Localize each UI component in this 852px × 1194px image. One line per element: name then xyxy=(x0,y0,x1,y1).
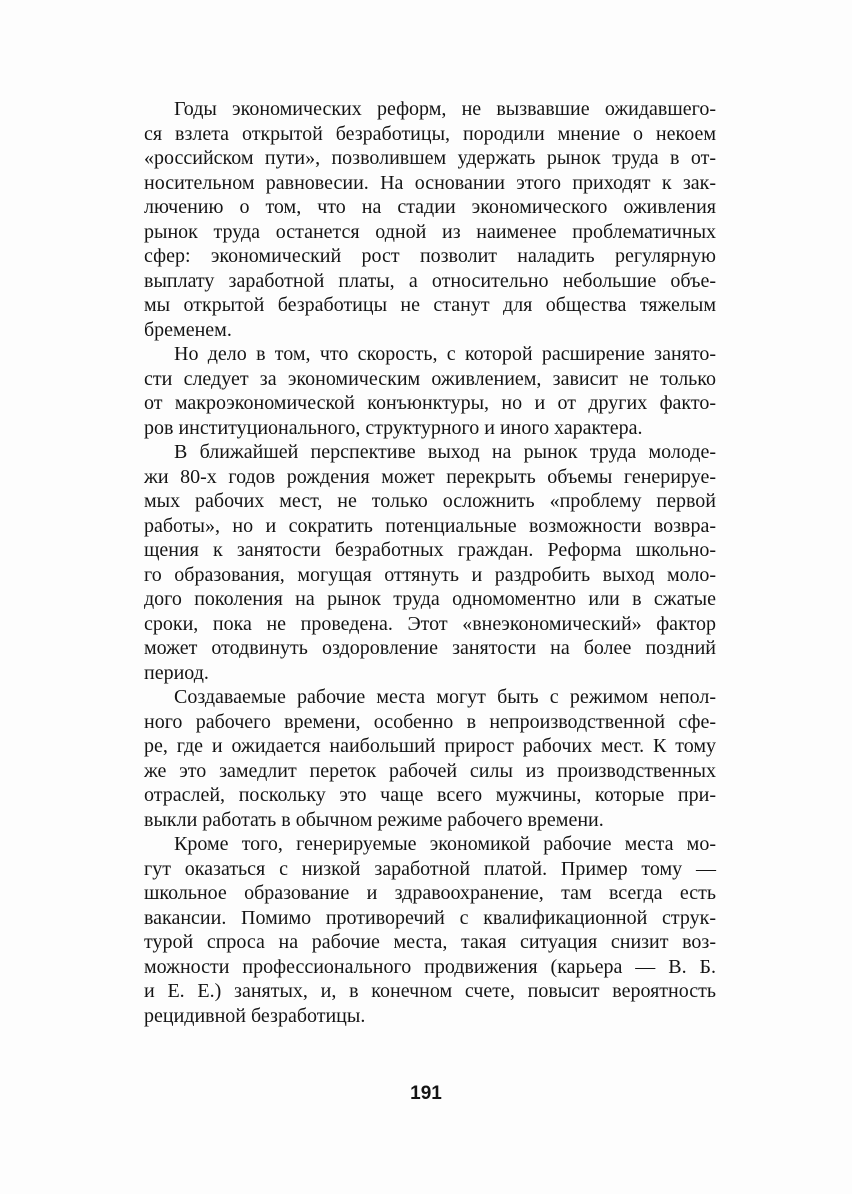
text-line: гут оказаться с низкой заработной платой. Пример тому — xyxy=(144,857,716,880)
text-line: выкли работать в обычном режиме рабочего времени. xyxy=(144,808,604,831)
text-line: мых рабочих мест, не только осложнить «проблему первой xyxy=(144,490,716,512)
page-number: 191 xyxy=(410,1083,442,1104)
text-line: сроки, пока не проведена. Этот «внеэкономический» фактор xyxy=(144,612,716,635)
text-line: школьное образование и здравоохранение, там всегда есть xyxy=(144,882,716,904)
text-line: и Е. Е.) занятых, и, в конечном счете, повысит вероятность xyxy=(144,980,716,1002)
text-line: щения к занятости безработных граждан. Реформа школьно- xyxy=(144,539,716,561)
text-line: отраслей, поскольку это чаще всего мужчины, которые при- xyxy=(144,784,716,806)
text-line: «российском пути», позволившем удержать рынок труда в от- xyxy=(144,147,716,169)
text-line: может отодвинуть оздоровление занятости на более поздний xyxy=(144,637,716,659)
body-text xyxy=(144,97,716,1028)
text-line: дого поколения на рынок труда одномоментно или в сжатые xyxy=(144,588,716,610)
text-line: Но дело в том, что скорость, с которой расширение занято- xyxy=(174,343,716,365)
text-line: ров институционального, структурного и иного характера. xyxy=(144,416,643,439)
text-line: ся взлета открытой безработицы, породили мнение о некоем xyxy=(144,122,716,145)
paragraph xyxy=(144,440,716,685)
text-line: же это замедлит переток рабочей силы из производственных xyxy=(144,759,716,782)
paragraph xyxy=(144,97,716,342)
text-line: турой спроса на рабочие места, такая ситуация снизит воз- xyxy=(144,931,716,953)
text-line: го образования, могущая оттянуть и раздробить выход моло- xyxy=(144,563,716,586)
paragraph xyxy=(144,342,716,440)
text-line: рынок труда останется одной из наименее проблематичных xyxy=(144,220,716,243)
paragraph xyxy=(144,685,716,832)
text-line: жи 80-х годов рождения может перекрыть объемы генерируе- xyxy=(144,465,716,488)
text-line: ре, где и ожидается наибольший прирост рабочих мест. К тому xyxy=(144,735,716,757)
text-line: вакансии. Помимо противоречий с квалификационной струк- xyxy=(144,906,716,929)
text-line: ного рабочего времени, особенно в непроизводственной сфе- xyxy=(144,710,716,733)
text-line: мы открытой безработицы не станут для общества тяжелым xyxy=(144,294,716,316)
text-line: сти следует за экономическим оживлением, зависит не только xyxy=(144,367,716,390)
text-line: лючению о том, что на стадии экономического оживления xyxy=(144,196,716,218)
text-line: носительном равновесии. На основании этого приходят к зак- xyxy=(144,171,716,194)
paragraph xyxy=(144,832,716,1028)
text-line: бременем. xyxy=(144,318,232,341)
text-line: можности профессионального продвижения (карьера — В. Б. xyxy=(144,955,716,978)
text-line: Годы экономических реформ, не вызвавшие ожидавшего- xyxy=(174,98,716,120)
text-line: сфер: экономический рост позволит наладить регулярную xyxy=(144,245,716,267)
text-line: от макроэкономической конъюнктуры, но и от других факто- xyxy=(144,392,716,414)
text-line: период. xyxy=(144,661,209,684)
text-line: выплату заработной платы, а относительно небольшие объе- xyxy=(144,269,716,292)
text-line: Кроме того, генерируемые экономикой рабочие места мо- xyxy=(174,833,716,855)
text-line: рецидивной безработицы. xyxy=(144,1004,366,1027)
text-line: работы», но и сократить потенциальные возможности возвра- xyxy=(144,514,716,537)
text-line: В ближайшей перспективе выход на рынок труда молоде- xyxy=(174,441,716,463)
text-line: Создаваемые рабочие места могут быть с режимом непол- xyxy=(174,686,716,708)
